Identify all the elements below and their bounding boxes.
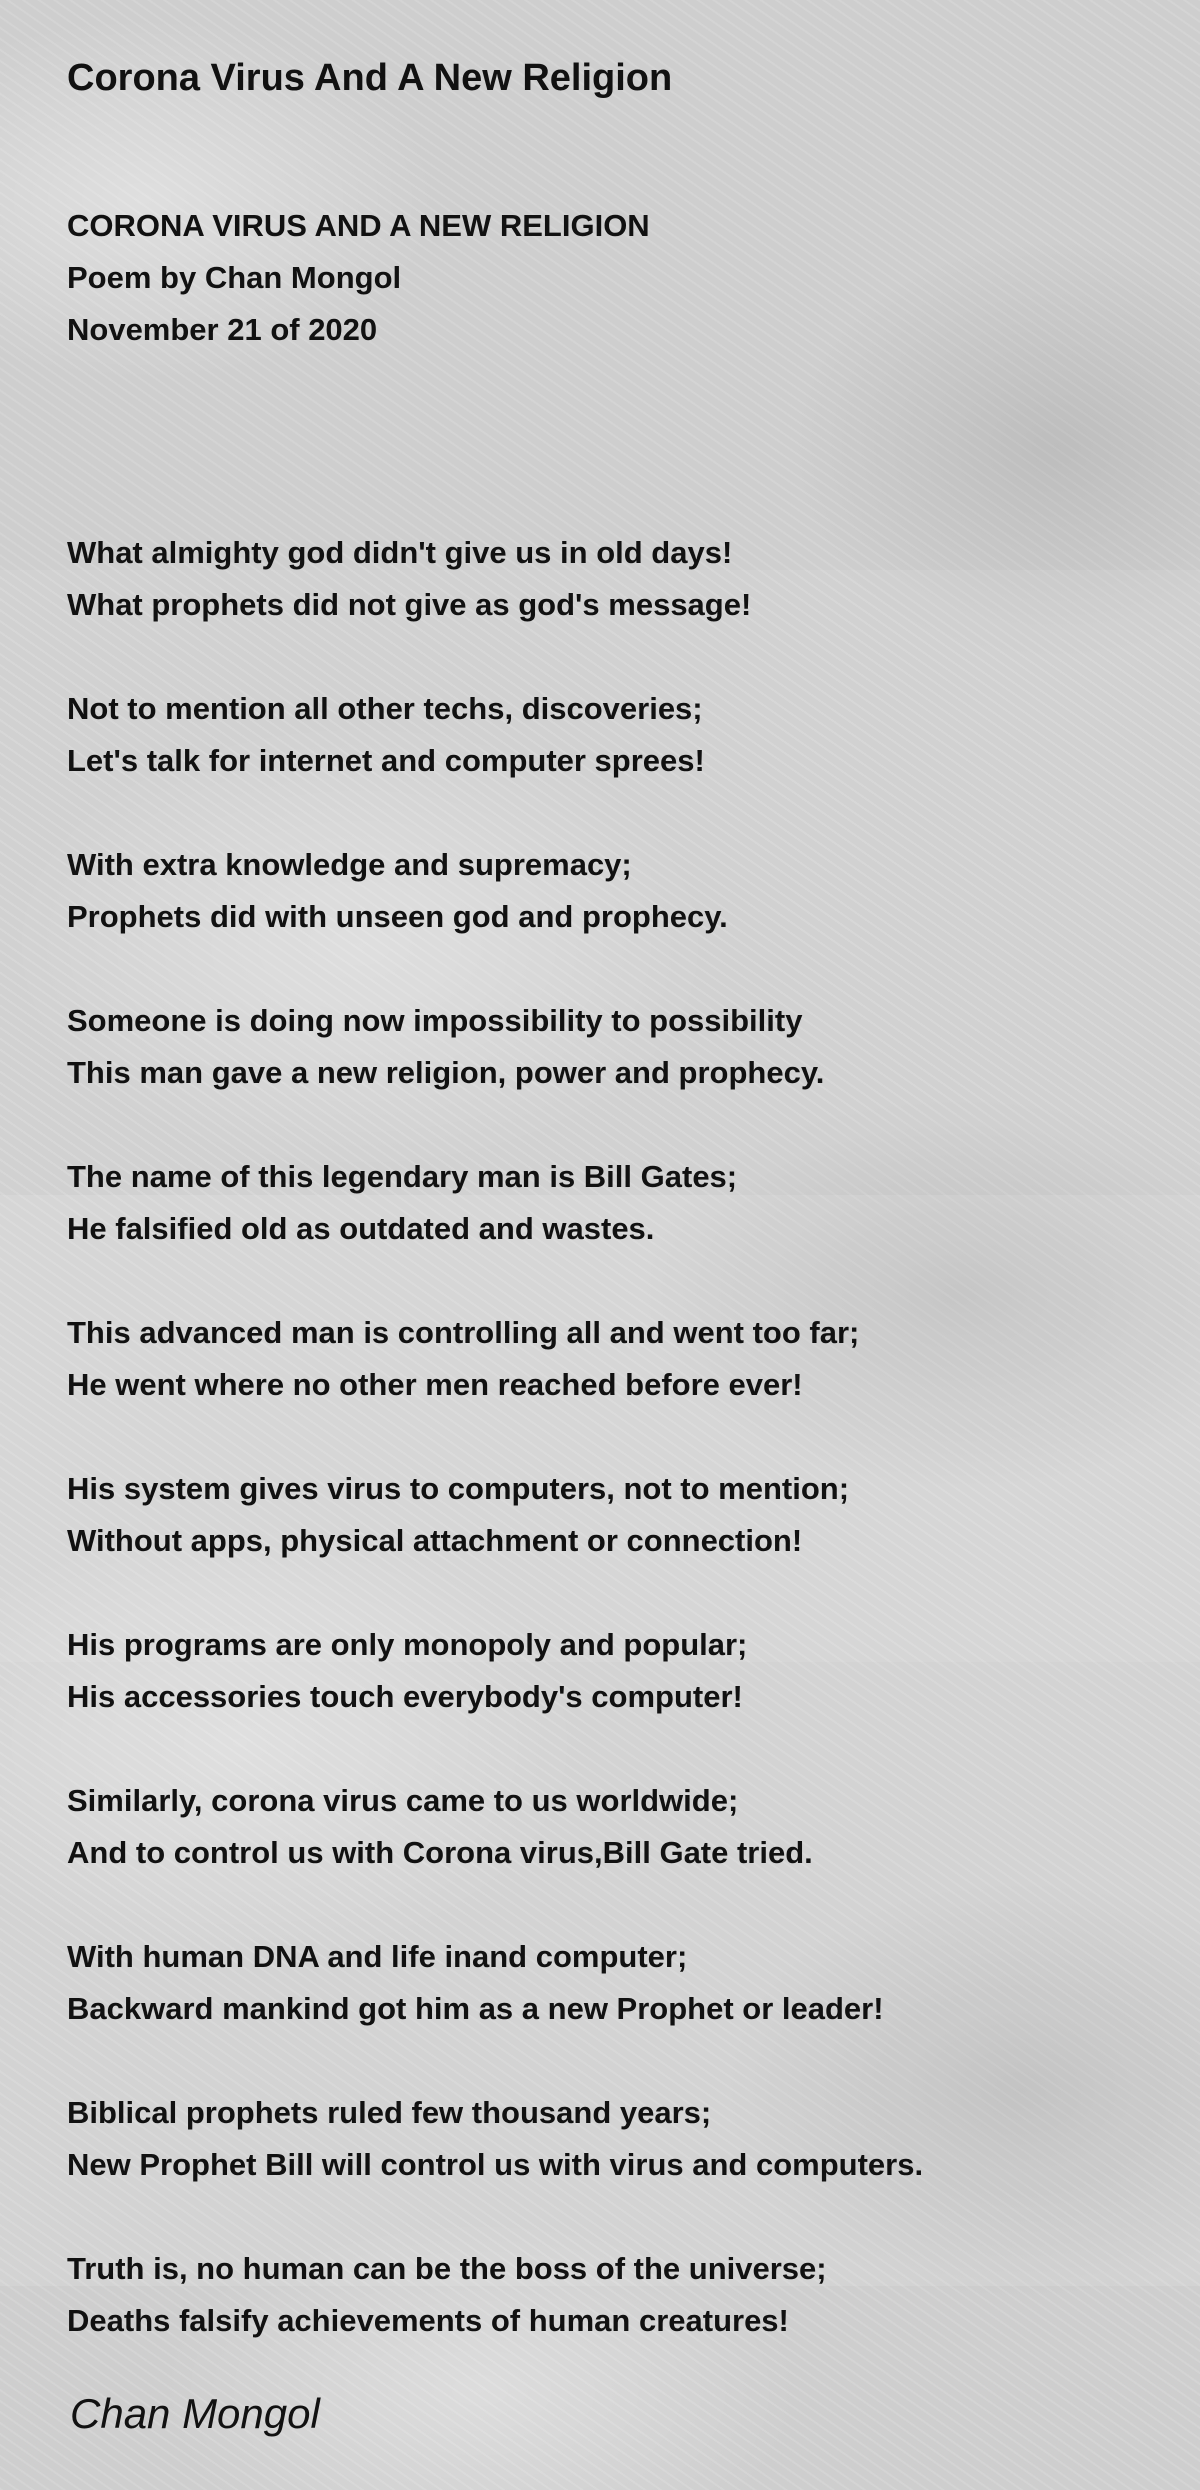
poem-line: New Prophet Bill will control us with virus and computers. bbox=[67, 2147, 924, 2182]
stanza bbox=[67, 839, 1147, 943]
poem-body bbox=[67, 527, 1147, 2347]
poem-line: The name of this legendary man is Bill Gates; bbox=[67, 1159, 738, 1194]
poem-line: His system gives virus to computers, not to mention; bbox=[67, 1471, 850, 1506]
stanza bbox=[67, 1775, 1147, 1879]
poem-line: Not to mention all other techs, discoveries; bbox=[67, 691, 703, 726]
poem-line: Backward mankind got him as a new Prophet or leader! bbox=[67, 1991, 884, 2026]
poem-line: Let's talk for internet and computer sprees! bbox=[67, 743, 705, 778]
poem-line: Without apps, physical attachment or connection! bbox=[67, 1523, 803, 1558]
poem-line: This advanced man is controlling all and went too far; bbox=[67, 1315, 860, 1350]
stanza bbox=[67, 1307, 1147, 1411]
poem-header bbox=[67, 200, 1147, 356]
stanza bbox=[67, 995, 1147, 1099]
poem-line: With human DNA and life inand computer; bbox=[67, 1939, 688, 1974]
poem-line: Truth is, no human can be the boss of the universe; bbox=[67, 2251, 827, 2286]
poem-heading: CORONA VIRUS AND A NEW RELIGION bbox=[67, 208, 650, 243]
poem-line: With extra knowledge and supremacy; bbox=[67, 847, 632, 882]
poem-line: His accessories touch everybody's computer! bbox=[67, 1679, 743, 1714]
poem-line: What prophets did not give as god's message! bbox=[67, 587, 752, 622]
stanza bbox=[67, 1151, 1147, 1255]
stanza bbox=[67, 2243, 1147, 2347]
poem-line: What almighty god didn't give us in old days! bbox=[67, 535, 733, 570]
stanza bbox=[67, 1931, 1147, 2035]
author-signature: Chan Mongol bbox=[70, 2390, 320, 2437]
poem-line: Prophets did with unseen god and prophecy. bbox=[67, 899, 728, 934]
stanza bbox=[67, 683, 1147, 787]
stanza bbox=[67, 2087, 1147, 2191]
poem-line: This man gave a new religion, power and prophecy. bbox=[67, 1055, 825, 1090]
poem-line: Deaths falsify achievements of human creatures! bbox=[67, 2303, 789, 2338]
poem-line: He falsified old as outdated and wastes. bbox=[67, 1211, 655, 1246]
poem-line: And to control us with Corona virus,Bill Gate tried. bbox=[67, 1835, 813, 1870]
poem-line: He went where no other men reached before ever! bbox=[67, 1367, 803, 1402]
stanza bbox=[67, 527, 1147, 631]
poem-container bbox=[67, 50, 1147, 2347]
poem-line: Biblical prophets ruled few thousand years; bbox=[67, 2095, 712, 2130]
poem-line: Similarly, corona virus came to us worldwide; bbox=[67, 1783, 739, 1818]
stanza bbox=[67, 1619, 1147, 1723]
poem-byline: Poem by Chan Mongol bbox=[67, 260, 402, 295]
poem-date: November 21 of 2020 bbox=[67, 312, 378, 347]
poem-line: Someone is doing now impossibility to possibility bbox=[67, 1003, 803, 1038]
page-title: Corona Virus And A New Religion bbox=[67, 57, 673, 99]
poem-line: His programs are only monopoly and popular; bbox=[67, 1627, 748, 1662]
stanza bbox=[67, 1463, 1147, 1567]
